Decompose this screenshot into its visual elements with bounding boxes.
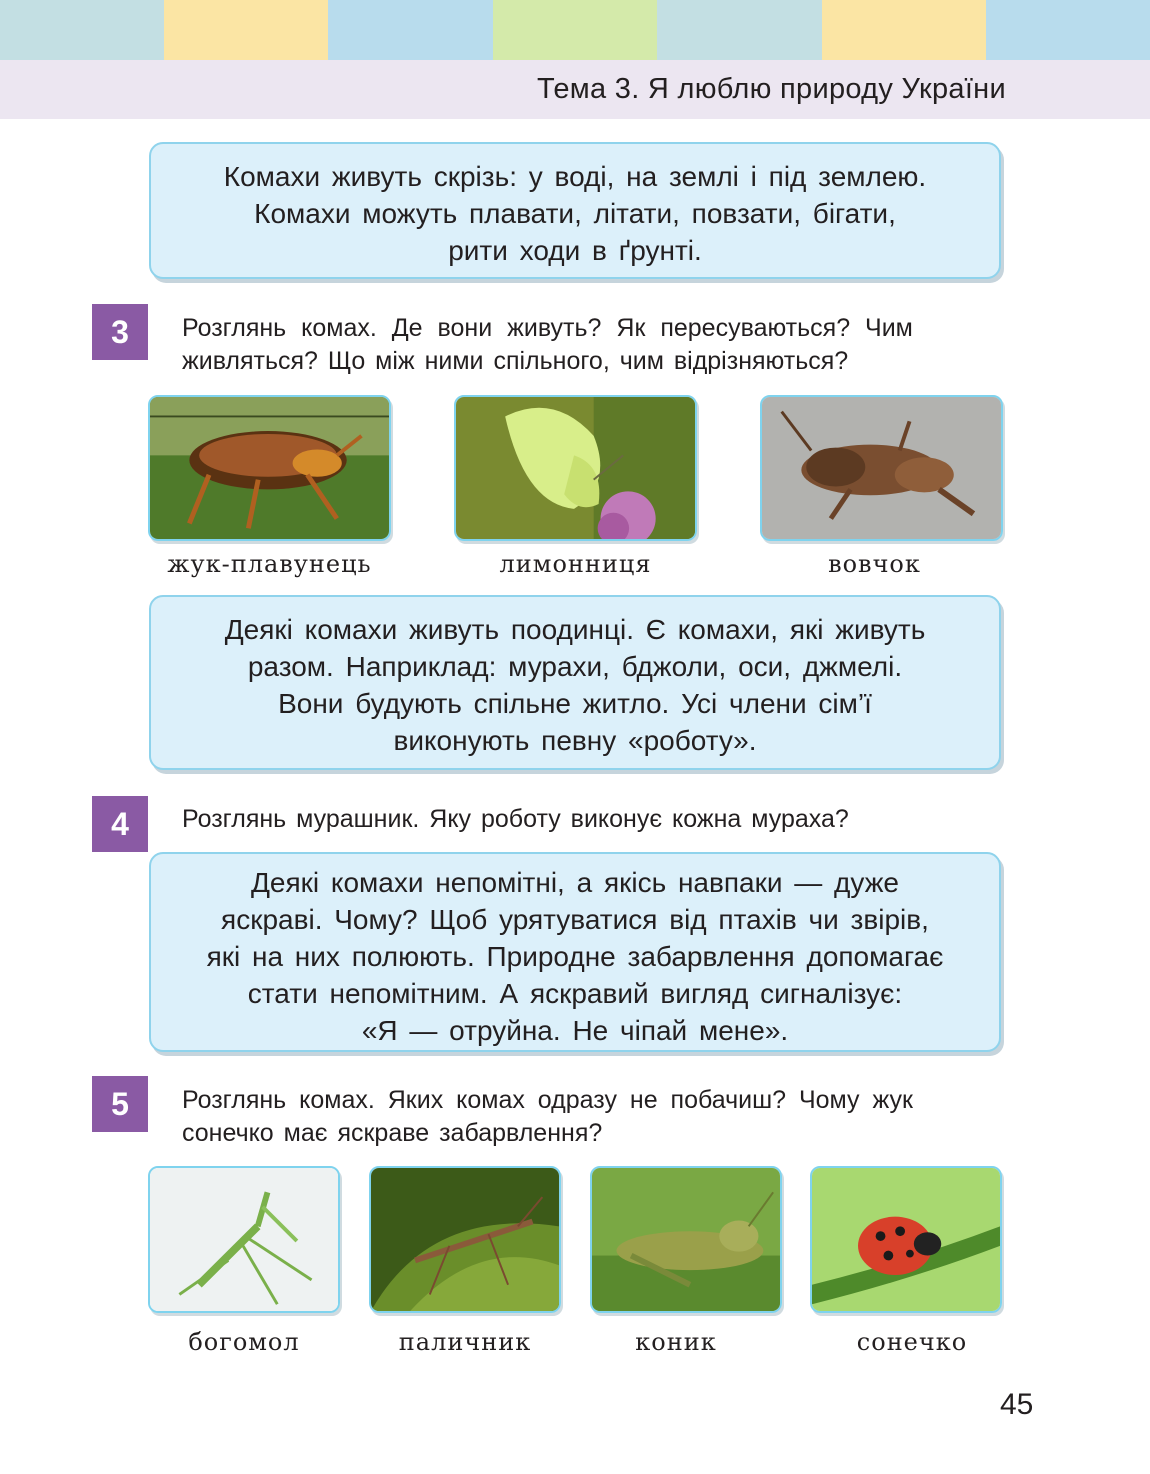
info-line: Вони будують спільне житло. Усі члени сім’ї — [278, 688, 872, 719]
info-line: Деякі комахи живуть поодинці. Є комахи, які живуть — [224, 614, 926, 645]
task-number-badge: 3 — [92, 304, 148, 360]
info-box-social-insects — [149, 595, 1001, 770]
info-line: які на них полюють. Природне забарвлення допомагає — [206, 941, 944, 972]
task-3-text — [182, 312, 1004, 378]
info-line: Деякі комахи непомітні, а якісь навпаки — дуже — [250, 867, 900, 898]
photo-caption: вовчок — [828, 550, 921, 578]
task-5-text — [182, 1084, 1004, 1150]
photo-caption: коник — [635, 1328, 717, 1356]
mole-cricket-photo — [760, 395, 1003, 541]
info-line: Комахи можуть плавати, літати, повзати, бігати, — [254, 198, 896, 229]
topic-title: Тема 3. Я люблю природу України — [536, 73, 1006, 105]
ladybug-photo — [810, 1166, 1002, 1313]
photo-caption: жук-плавунець — [167, 550, 372, 578]
header-stripe — [986, 0, 1150, 60]
header-stripe — [822, 0, 986, 60]
info-line: «Я — отруйна. Не чіпай мене». — [361, 1015, 789, 1046]
task-number-badge: 4 — [92, 796, 148, 852]
photo-caption: лимонниця — [499, 550, 652, 578]
stick-insect-photo — [369, 1166, 561, 1313]
info-box-habitats — [149, 142, 1001, 279]
photo-caption: паличник — [398, 1328, 532, 1356]
diving-beetle-photo — [148, 395, 391, 541]
info-line: разом. Наприклад: мурахи, бджоли, оси, джмелі. — [247, 651, 903, 682]
task-line: сонечко має яскраве забарвлення? — [182, 1119, 603, 1147]
task-number-badge: 5 — [92, 1076, 148, 1132]
info-line: стати непомітним. А яскравий вигляд сигналізує: — [247, 978, 903, 1009]
task-4-text — [182, 803, 1004, 836]
page-number: 45 — [1000, 1388, 1034, 1421]
info-line: яскраві. Чому? Щоб урятуватися від птахів чи звірів, — [221, 904, 929, 935]
info-box-camouflage — [149, 852, 1001, 1052]
grasshopper-photo — [590, 1166, 782, 1313]
info-line: рити ходи в ґрунті. — [448, 235, 702, 266]
header-stripe — [164, 0, 328, 60]
photo-caption: богомол — [188, 1328, 300, 1356]
task-line: живляться? Що між ними спільного, чим відрізняються? — [182, 347, 849, 375]
photo-caption: сонечко — [856, 1328, 968, 1356]
header-stripe — [0, 0, 164, 60]
info-line: виконують певну «роботу». — [393, 725, 757, 756]
info-line: Комахи живуть скрізь: у воді, на землі і під землею. — [223, 161, 927, 192]
task-line: Розглянь мурашник. Яку роботу виконує кожна мураха? — [182, 805, 849, 833]
task-line: Розглянь комах. Яких комах одразу не побачиш? Чому жук — [182, 1086, 913, 1114]
header-stripe — [493, 0, 657, 60]
task-line: Розглянь комах. Де вони живуть? Як пересуваються? Чим — [182, 314, 913, 342]
header-stripe — [657, 0, 822, 60]
brimstone-butterfly-photo — [454, 395, 697, 541]
mantis-photo — [148, 1166, 340, 1313]
header-stripe — [328, 0, 493, 60]
